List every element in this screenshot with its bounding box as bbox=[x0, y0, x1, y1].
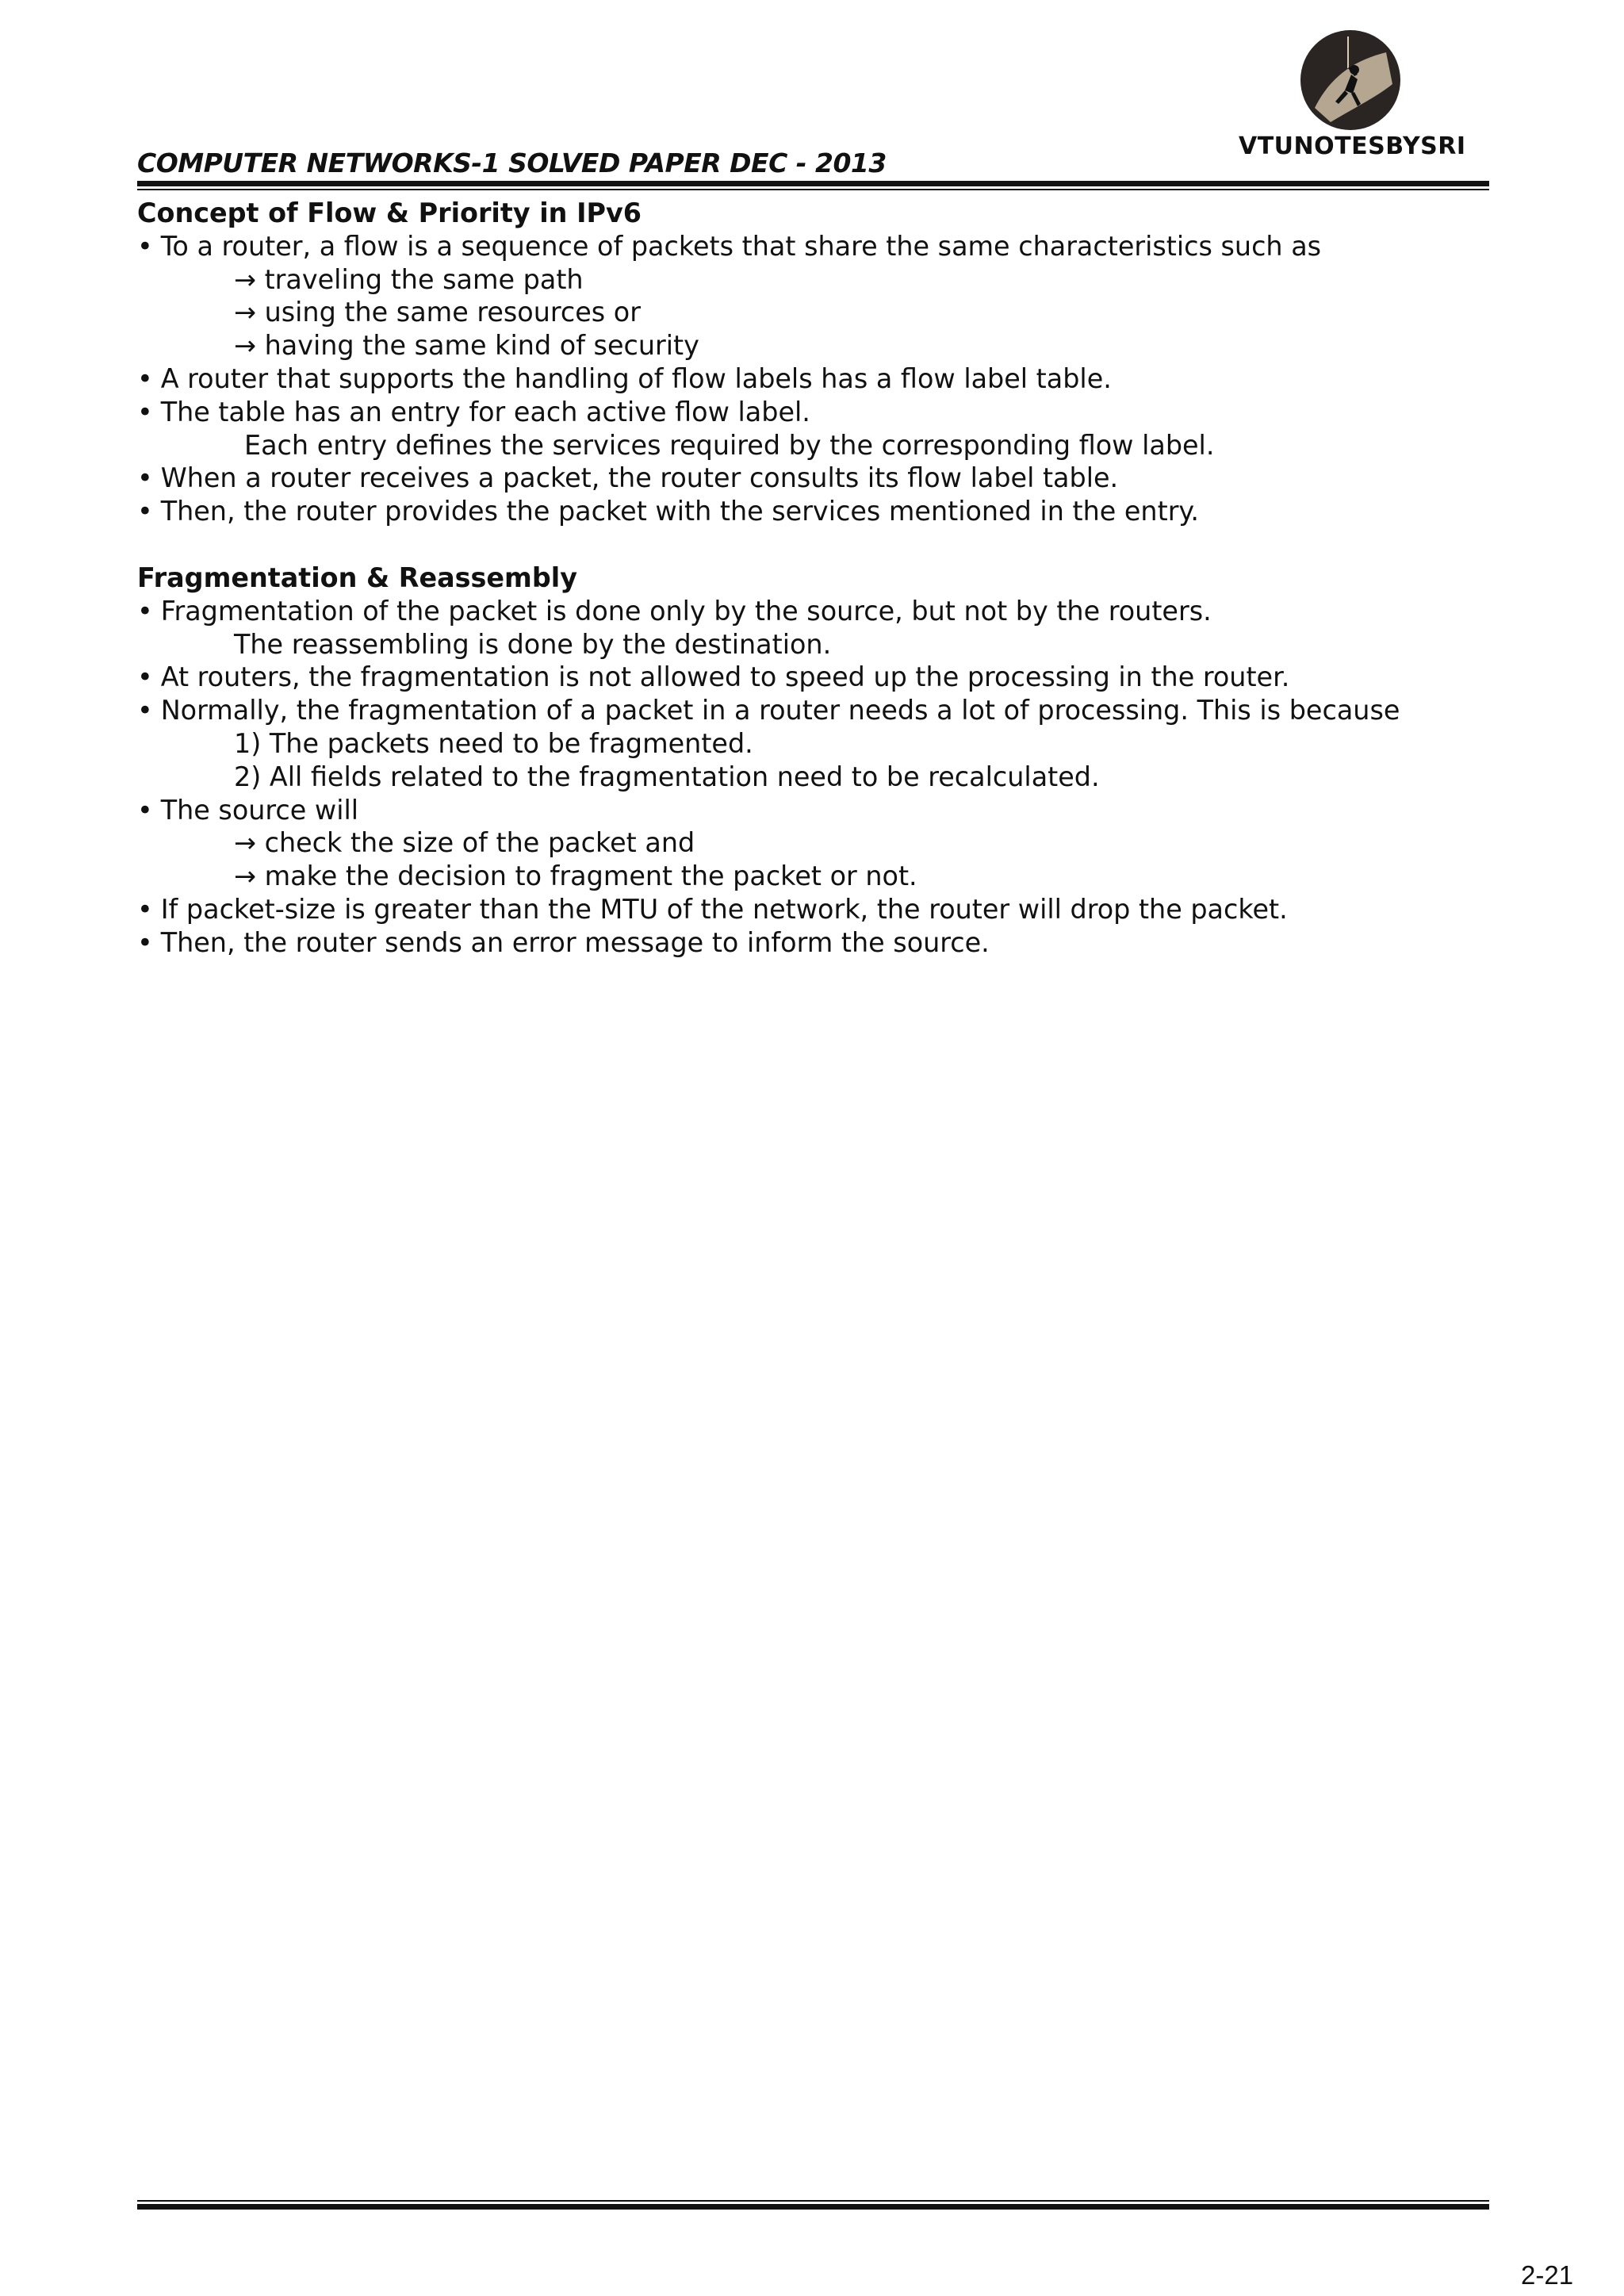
sub-item: → having the same kind of security bbox=[234, 330, 699, 362]
bullet-item: • At routers, the fragmentation is not allowed to speed up the processing in the router. bbox=[137, 661, 1501, 694]
bullet-item: • The source will bbox=[137, 794, 1501, 827]
sub-item: → using the same resources or bbox=[234, 297, 641, 328]
section-heading-flow: Concept of Flow & Priority in IPv6 bbox=[137, 197, 642, 228]
bullet-item: • To a router, a flow is a sequence of packets that share the same characteristics such as bbox=[137, 230, 1501, 263]
sub-item: → traveling the same path bbox=[234, 263, 584, 295]
bullet-item: • When a router receives a packet, the router consults its flow label table. bbox=[137, 462, 1501, 495]
climber-silhouette-icon bbox=[1299, 29, 1402, 132]
numbered-item: 1) The packets need to be fragmented. bbox=[234, 727, 753, 759]
sub-item: Each entry defines the services required by the corresponding flow label. bbox=[244, 429, 1215, 461]
numbered-item: 2) All fields related to the fragmentation need to be recalculated. bbox=[234, 761, 1100, 792]
header-rule bbox=[137, 181, 1489, 186]
sub-item: → check the size of the packet and bbox=[234, 827, 695, 859]
document-body bbox=[137, 197, 1501, 960]
page-number: 2-21 bbox=[1521, 2260, 1574, 2290]
footer-rule-thin bbox=[137, 2200, 1489, 2202]
logo-wordmark: VTUNOTESBYSRI bbox=[1239, 132, 1466, 160]
bullet-item: • Then, the router provides the packet with the services mentioned in the entry. bbox=[137, 495, 1501, 528]
section-heading-fragmentation: Fragmentation & Reassembly bbox=[137, 562, 577, 593]
sub-item: → make the decision to fragment the packet or not. bbox=[234, 861, 917, 892]
bullet-item: • Fragmentation of the packet is done only by the source, but not by the routers. bbox=[137, 595, 1501, 628]
document-title: COMPUTER NETWORKS-1 SOLVED PAPER DEC - 2013 bbox=[137, 148, 887, 178]
bullet-item: • Then, the router sends an error message to inform the source. bbox=[137, 926, 1501, 960]
header-rule-thin bbox=[137, 189, 1489, 190]
bullet-item: • If packet-size is greater than the MTU of the network, the router will drop the packet. bbox=[137, 893, 1501, 926]
bullet-item: • A router that supports the handling of flow labels has a flow label table. bbox=[137, 362, 1501, 396]
bullet-item: • The table has an entry for each active flow label. bbox=[137, 396, 1501, 429]
footer-rule bbox=[137, 2204, 1489, 2210]
bullet-item: • Normally, the fragmentation of a packet in a router needs a lot of processing. This is because bbox=[137, 694, 1501, 727]
sub-item: The reassembling is done by the destination. bbox=[234, 628, 832, 660]
section-gap bbox=[137, 528, 1501, 562]
